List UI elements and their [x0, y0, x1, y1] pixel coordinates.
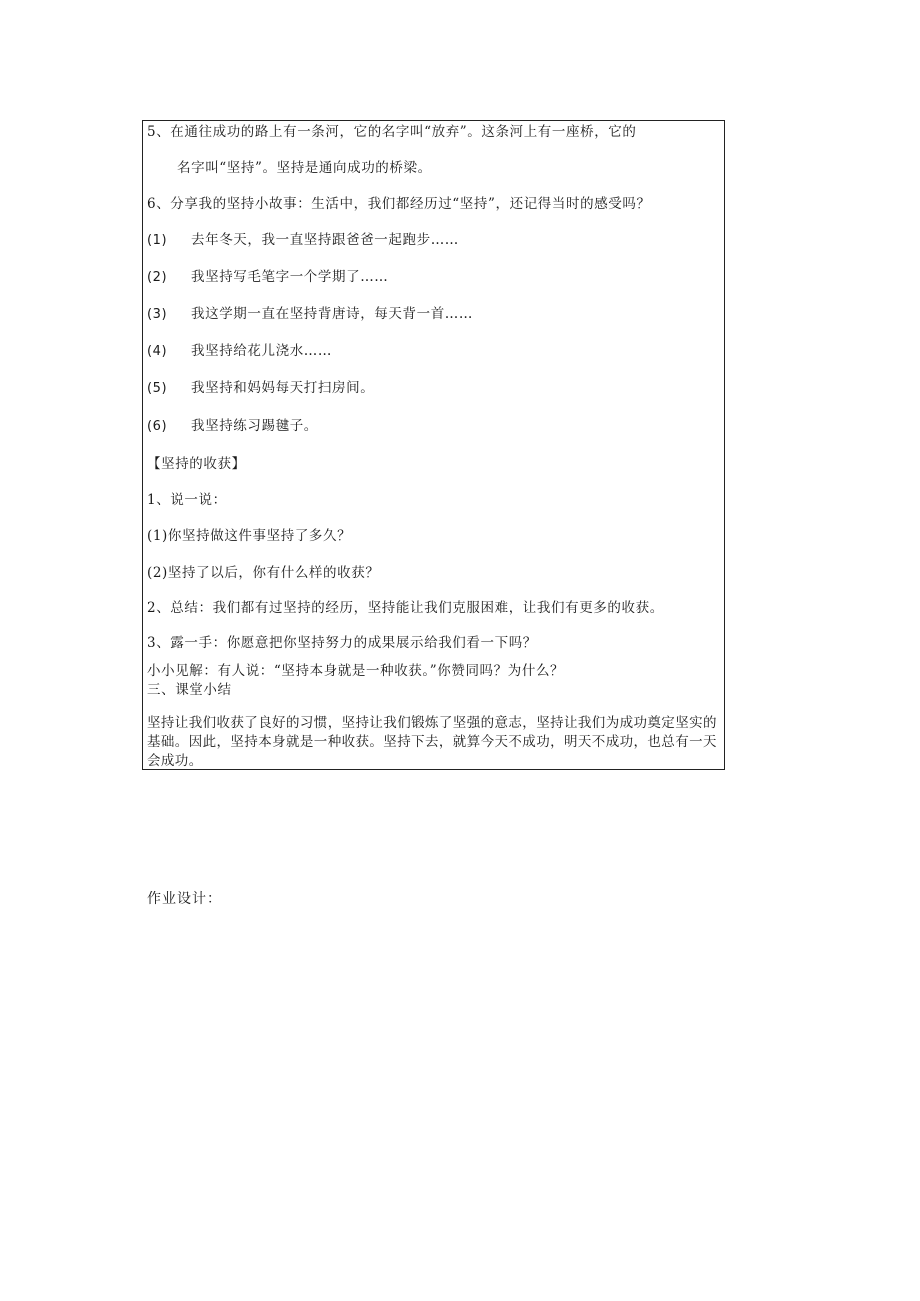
story-item-number: (4)	[147, 344, 168, 359]
section-6-title: 6、分享我的坚持小故事：生活中，我们都经历过“坚持”，还记得当时的感受吗？	[147, 196, 651, 212]
story-item-text: 我坚持写毛笔字一个学期了……	[191, 269, 389, 285]
class-summary-paragraph: 坚持让我们收获了良好的习惯，坚持让我们锻炼了坚强的意志，坚持让我们为成功奠定坚实的基础。因此，坚持本身就是一种收获。坚持下去，就算今天不成功，明天不成功，也总有一天会成功。	[147, 715, 717, 769]
story-item-text: 我坚持和妈妈每天打扫房间。	[191, 380, 375, 396]
story-item-number: (6)	[147, 419, 168, 434]
class-summary-heading: 三、课堂小结	[147, 682, 232, 698]
story-item-text: 我坚持练习踢毽子。	[191, 418, 318, 434]
story-item	[147, 305, 473, 324]
story-item	[147, 231, 459, 250]
lesson-content-box	[142, 120, 725, 770]
story-item	[147, 342, 332, 361]
show-text: 3、露一手：你愿意把你坚持努力的成果展示给我们看一下吗？	[147, 635, 537, 651]
story-item	[147, 417, 318, 436]
summary-text: 2、总结：我们都有过坚持的经历，坚持能让我们克服困难，让我们有更多的收获。	[147, 600, 664, 616]
harvest-heading: 【坚持的收获】	[147, 456, 246, 472]
story-item-number: (1)	[147, 233, 168, 248]
story-item-text: 我坚持给花儿浇水……	[191, 343, 332, 359]
story-item	[147, 379, 374, 398]
story-item-number: (5)	[147, 381, 168, 396]
story-item-text: 我这学期一直在坚持背唐诗，每天背一首……	[191, 306, 473, 322]
story-item-number: (3)	[147, 307, 168, 322]
homework-label: 作业设计：	[147, 891, 222, 907]
story-item	[147, 268, 388, 287]
opinion-text: 小小见解：有人说：“坚持本身就是一种收获。”你赞同吗？为什么？	[147, 663, 565, 679]
say-title: 1、说一说：	[147, 492, 227, 508]
story-item-number: (2)	[147, 270, 168, 285]
question-2: (2)坚持了以后，你有什么样的收获？	[147, 565, 380, 581]
section-5-line-2: 名字叫“坚持”。坚持是通向成功的桥梁。	[177, 160, 432, 176]
story-item-text: 去年冬天，我一直坚持跟爸爸一起跑步……	[191, 232, 459, 248]
question-1: (1)你坚持做这件事坚持了多久？	[147, 528, 352, 544]
section-5-line-1: 5、在通往成功的路上有一条河，它的名字叫“放弃”。这条河上有一座桥，它的	[147, 124, 637, 140]
